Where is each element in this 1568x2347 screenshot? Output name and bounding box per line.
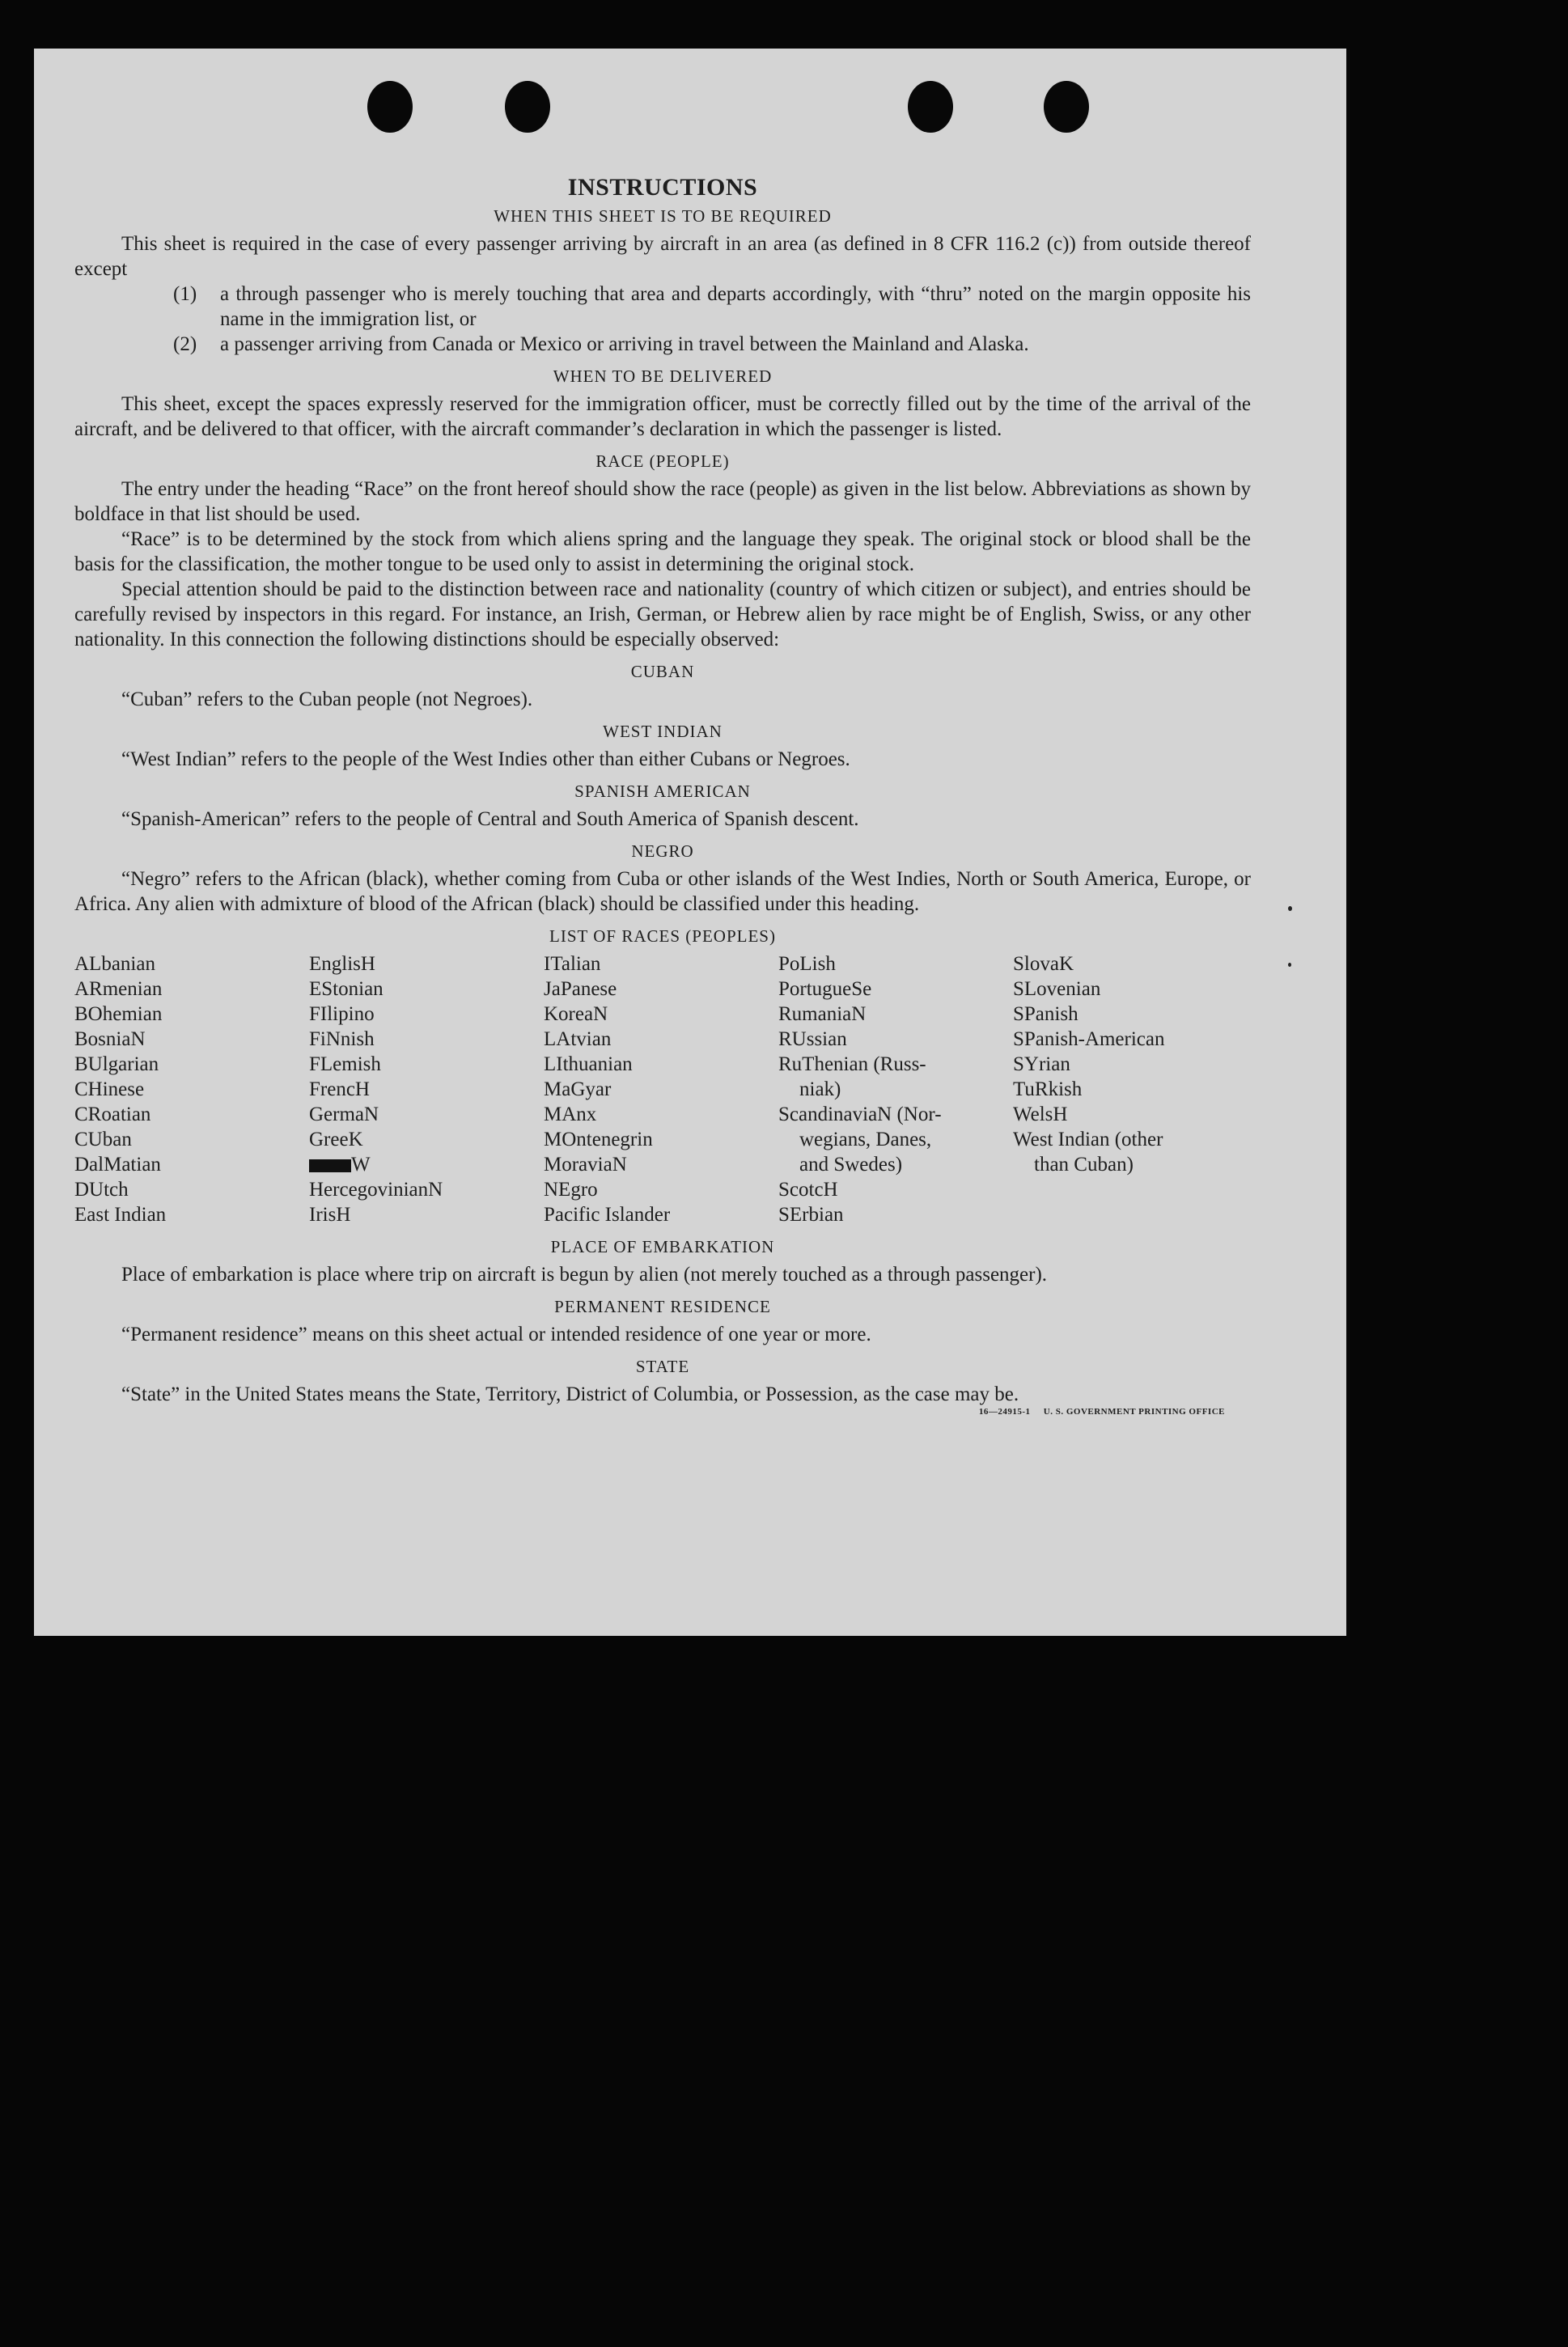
race-entry: BosniaN [74, 1028, 146, 1050]
race-entry: BOhemian [74, 1003, 163, 1025]
race-entry: LIthuanian [544, 1053, 633, 1075]
dust-speck [1288, 963, 1291, 967]
punch-hole [1044, 81, 1089, 133]
race-entry: PortugueSe [778, 978, 872, 1000]
race-entry: ScandinaviaN (Nor- [778, 1104, 942, 1125]
redaction-mark [309, 1159, 351, 1172]
punch-hole [505, 81, 550, 133]
race-entry: WelsH [1013, 1104, 1068, 1125]
paragraph: Place of embarkation is place where trip on aircraft is begun by alien (not merely touched as a through passenger). [121, 1264, 1048, 1286]
list-item [173, 282, 1251, 332]
paragraph: Special attention should be paid to the distinction between race and nationality (country of which citizen or subject), and entries should be carefully revised by inspectors in this regard. For instance, an Irish, German, or Hebrew alien by race might be of English, Swiss, or any other nationality. In this connection the following distinctions should be especially observed: [74, 578, 1251, 650]
race-entry: wegians, Danes, [799, 1129, 932, 1150]
section-heading: WHEN TO BE DELIVERED [553, 366, 773, 386]
race-entry: CHinese [74, 1078, 145, 1100]
list-item [173, 332, 1251, 357]
race-entry: RuThenian (Russ- [778, 1053, 926, 1075]
race-entry: niak) [799, 1078, 841, 1100]
race-entry: than Cuban) [1034, 1154, 1134, 1176]
section-heading: STATE [635, 1357, 690, 1376]
race-entry: RumaniaN [778, 1003, 867, 1025]
section-heading: SPANISH AMERICAN [574, 782, 751, 801]
page-title: INSTRUCTIONS [567, 174, 758, 201]
race-entry: IrisH [309, 1204, 351, 1226]
race-entry-redacted [309, 1152, 544, 1177]
item-number: (2) [173, 333, 197, 355]
race-entry: HercegovinianN [309, 1179, 443, 1201]
race-entry: FIlipino [309, 1003, 375, 1025]
race-entry: TuRkish [1013, 1078, 1083, 1100]
section-heading: WHEN THIS SHEET IS TO BE REQUIRED [494, 206, 832, 226]
race-entry: SYrian [1013, 1053, 1070, 1075]
item-number: (1) [173, 283, 197, 305]
race-entry: EStonian [309, 978, 384, 1000]
item-text: a passenger arriving from Canada or Mexico or arriving in travel between the Mainland and Alaska. [220, 333, 1029, 355]
race-entry: NEgro [544, 1179, 598, 1201]
race-entry: ARmenian [74, 978, 163, 1000]
punch-hole [908, 81, 953, 133]
race-entry: and Swedes) [799, 1154, 903, 1176]
paragraph: “Spanish-American” refers to the people of Central and South America of Spanish descent. [121, 808, 859, 830]
dust-speck [1288, 906, 1292, 911]
paragraph: “State” in the United States means the State, Territory, District of Columbia, or Possession, as the case may be. [121, 1383, 1019, 1405]
punch-hole [367, 81, 413, 133]
race-entry: East Indian [74, 1204, 167, 1226]
section-heading: PERMANENT RESIDENCE [554, 1297, 771, 1316]
race-entry: ALbanian [74, 953, 155, 975]
races-column [778, 951, 1013, 1227]
race-entry: SPanish-American [1013, 1028, 1165, 1050]
paragraph: “West Indian” refers to the people of the West Indies other than either Cubans or Negroes. [121, 748, 850, 770]
paragraph: The entry under the heading “Race” on the front hereof should show the race (people) as given in the list below. Abbreviations as shown by boldface in that list should be used. [74, 478, 1251, 525]
race-entry: BUlgarian [74, 1053, 159, 1075]
race-entry: EnglisH [309, 953, 375, 975]
instructions-content [74, 166, 1251, 1417]
races-column [1013, 951, 1248, 1227]
race-entry: GreeK [309, 1129, 363, 1150]
printer-name: U. S. GOVERNMENT PRINTING OFFICE [1043, 1407, 1225, 1417]
section-heading: RACE (PEOPLE) [595, 451, 730, 471]
section-heading: CUBAN [630, 662, 695, 681]
paragraph: “Permanent residence” means on this sheet actual or intended residence of one year or more. [121, 1324, 871, 1345]
race-entry: FrencH [309, 1078, 370, 1100]
race-entry: SErbian [778, 1204, 844, 1226]
race-entry: CRoatian [74, 1104, 151, 1125]
race-entry: PoLish [778, 953, 836, 975]
race-entry: ITalian [544, 953, 601, 975]
races-heading: LIST OF RACES (PEOPLES) [549, 926, 776, 946]
race-entry: GermaN [309, 1104, 379, 1125]
race-entry: SlovaK [1013, 953, 1074, 975]
section-heading: PLACE OF EMBARKATION [550, 1237, 775, 1256]
paragraph: “Negro” refers to the African (black), whether coming from Cuba or other islands of the West Indies, North or South America, Europe, or Africa. Any alien with admixture of blood of the African (black) should be classified under this heading. [74, 868, 1251, 915]
race-entry: SLovenian [1013, 978, 1101, 1000]
race-entry: Pacific Islander [544, 1204, 671, 1226]
races-column [544, 951, 778, 1227]
paragraph: This sheet is required in the case of every passenger arriving by aircraft in an area (as defined in 8 CFR 116.2 (c)) from outside thereof except [74, 233, 1251, 280]
race-entry: MOntenegrin [544, 1129, 653, 1150]
paragraph: This sheet, except the spaces expressly reserved for the immigration officer, must be correctly filled out by the time of the arrival of the aircraft, and be delivered to that officer, with the aircraft commander’s declaration in which the passenger is listed. [74, 393, 1251, 440]
footer [74, 1407, 1251, 1417]
document-sheet [34, 49, 1346, 1636]
race-entry: JaPanese [544, 978, 617, 1000]
race-entry: SPanish [1013, 1003, 1079, 1025]
race-entry: MaGyar [544, 1078, 612, 1100]
race-entry-suffix: W [351, 1154, 371, 1176]
paragraph: “Cuban” refers to the Cuban people (not Negroes). [121, 688, 533, 710]
race-entry: DUtch [74, 1179, 129, 1201]
item-text: a through passenger who is merely touching that area and departs accordingly, with “thru” noted on the margin opposite his name in the immigration list, or [220, 283, 1251, 330]
races-column [74, 951, 309, 1227]
race-entry: MoraviaN [544, 1154, 627, 1176]
race-entry: DalMatian [74, 1154, 161, 1176]
races-table [74, 951, 1251, 1227]
races-column [309, 951, 544, 1227]
section-heading: WEST INDIAN [603, 722, 723, 741]
race-entry: LAtvian [544, 1028, 612, 1050]
race-entry: CUban [74, 1129, 132, 1150]
printer-line [979, 1407, 1225, 1417]
race-entry: MAnx [544, 1104, 597, 1125]
paragraph: “Race” is to be determined by the stock from which aliens spring and the language they speak. The original stock or blood shall be the basis for the classification, the mother tongue to be used only to assist in determining the original stock. [74, 528, 1251, 575]
race-entry: RUssian [778, 1028, 847, 1050]
race-entry: West Indian (other [1013, 1129, 1163, 1150]
race-entry: KoreaN [544, 1003, 608, 1025]
section-heading: NEGRO [631, 841, 694, 861]
race-entry: FiNnish [309, 1028, 375, 1050]
form-number: 16—24915-1 [978, 1407, 1031, 1417]
race-entry: ScotcH [778, 1179, 838, 1201]
race-entry: FLemish [309, 1053, 381, 1075]
